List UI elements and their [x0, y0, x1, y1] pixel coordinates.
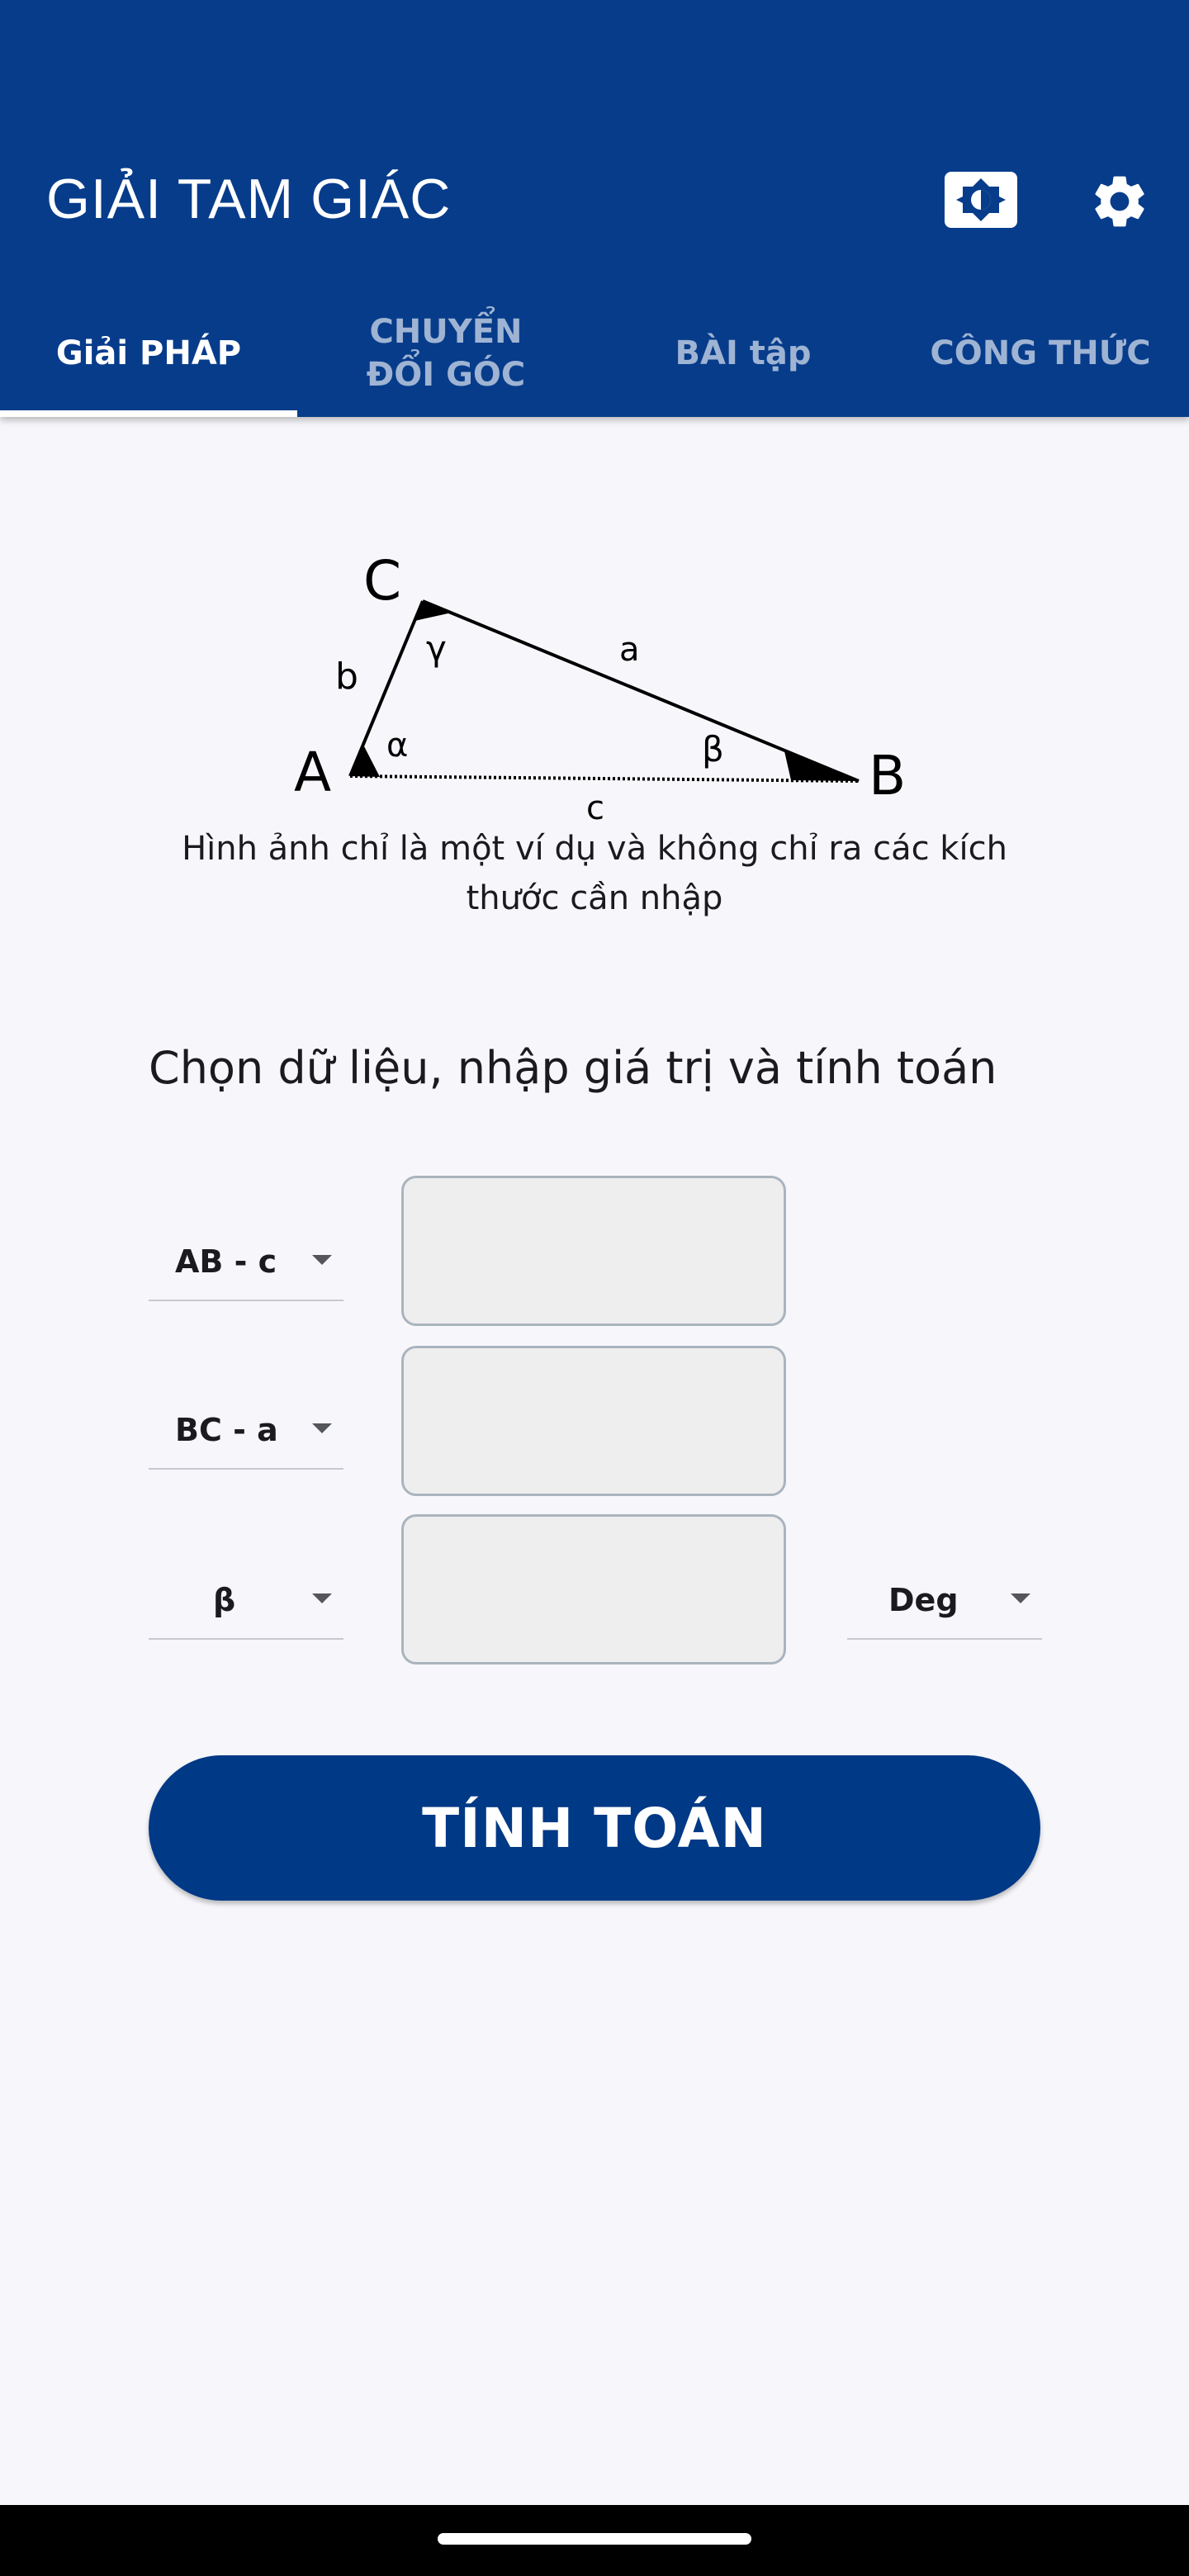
- dropdown-arrow-icon: [1011, 1593, 1030, 1603]
- field-1-selector[interactable]: [149, 1224, 343, 1301]
- field-3-selector-label: β: [213, 1582, 236, 1618]
- tab-angle-conversion[interactable]: CHUYỂN ĐỔI GÓC: [366, 312, 526, 394]
- app-title: GIẢI TAM GIÁC: [46, 168, 452, 230]
- field-3-input[interactable]: [401, 1514, 786, 1664]
- side-c-label: c: [586, 789, 604, 826]
- vertex-c-label: C: [363, 549, 402, 613]
- field-2-input[interactable]: [401, 1346, 786, 1496]
- home-gesture-handle[interactable]: [438, 2533, 751, 2545]
- brightness-button[interactable]: [938, 165, 1024, 234]
- field-1-input[interactable]: [401, 1176, 786, 1326]
- diagram-caption: Hình ảnh chỉ là một ví dụ và không chỉ ra các kích thước cần nhập: [182, 830, 1007, 917]
- system-navigation-bar: [0, 2505, 1189, 2576]
- triangle-diagram: [281, 528, 925, 826]
- angle-a-mark: [350, 745, 380, 777]
- angle-gamma-label: γ: [426, 628, 447, 669]
- angle-unit-selector[interactable]: [847, 1562, 1042, 1640]
- side-a-line: [423, 601, 859, 781]
- field-2-selector-label: BC - a: [175, 1412, 278, 1448]
- side-c-line: [350, 776, 859, 781]
- calculate-button[interactable]: TÍNH TOÁN: [149, 1755, 1040, 1901]
- field-1-selector-label: AB - c: [175, 1243, 277, 1280]
- settings-gear-icon: [1088, 170, 1151, 233]
- vertex-a-label: A: [294, 741, 332, 804]
- angle-unit-label: Deg: [888, 1582, 959, 1618]
- tab-formulas[interactable]: CÔNG THỨC: [930, 334, 1151, 372]
- tab-bar: [0, 289, 1189, 417]
- side-b-label: b: [335, 656, 358, 698]
- settings-button[interactable]: [1080, 162, 1159, 241]
- tab-solution[interactable]: Giải PHÁP: [0, 289, 297, 417]
- vertex-b-label: B: [869, 744, 907, 807]
- dropdown-arrow-icon: [312, 1255, 332, 1265]
- tab-exercises[interactable]: BÀI tập: [675, 334, 812, 372]
- field-2-selector[interactable]: [149, 1392, 343, 1470]
- brightness-icon: [943, 170, 1019, 230]
- dropdown-arrow-icon: [312, 1423, 332, 1433]
- form-instruction: Chọn dữ liệu, nhập giá trị và tính toán: [149, 1042, 997, 1094]
- side-a-label: a: [619, 631, 640, 669]
- app-bar: [0, 0, 1189, 417]
- angle-alpha-label: α: [386, 727, 409, 765]
- field-3-selector[interactable]: [149, 1562, 343, 1640]
- dropdown-arrow-icon: [312, 1593, 332, 1603]
- angle-beta-label: β: [702, 729, 724, 769]
